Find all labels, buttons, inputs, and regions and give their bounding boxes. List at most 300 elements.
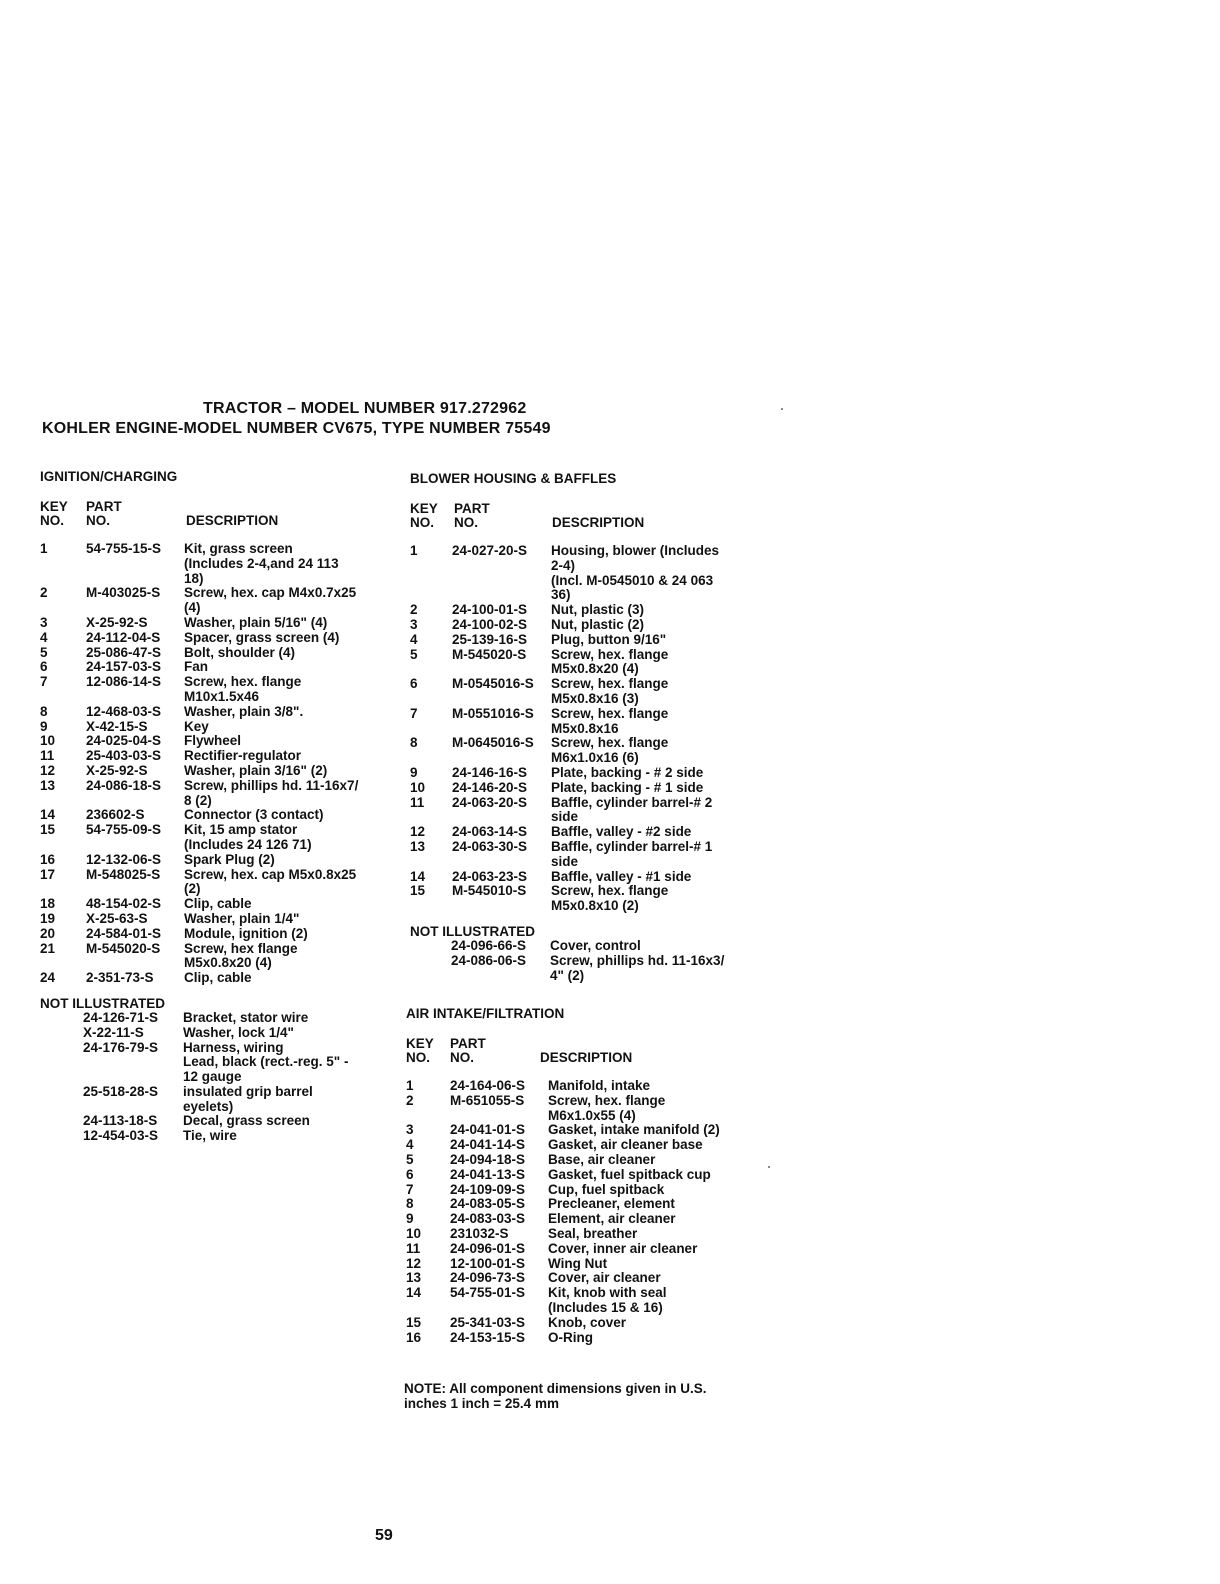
description-line: Screw, hex. flange — [551, 676, 669, 692]
description-line: 12 gauge — [183, 1069, 242, 1085]
dimension-note — [404, 1381, 707, 1411]
key-number — [40, 1114, 83, 1129]
part-description — [184, 646, 295, 661]
description-line: Cover, control — [550, 937, 641, 953]
part-number: 24-100-01-S — [452, 602, 528, 618]
part-description — [551, 618, 644, 633]
parts-row — [406, 1094, 766, 1124]
description-line: Screw, hex. flange — [551, 646, 669, 662]
part-number: M-0645016-S — [452, 735, 534, 751]
part-number: 24-083-05-S — [450, 1196, 526, 1212]
description-line: M5x0.8x20 (4) — [551, 661, 639, 677]
not-illustrated-title: NOT ILLUSTRATED — [40, 995, 165, 1011]
description-line: Lead, black (rect.-reg. 5" - — [183, 1054, 349, 1070]
part-description — [183, 1041, 348, 1085]
key-number: 5 — [406, 1151, 414, 1167]
parts-row — [406, 1257, 766, 1272]
part-description — [184, 616, 327, 631]
part-description — [551, 707, 668, 737]
parts-row — [40, 823, 400, 853]
description-line: Bracket, stator wire — [183, 1009, 309, 1025]
description-line: Base, air cleaner — [548, 1151, 656, 1167]
description-line: Key — [184, 718, 209, 734]
part-description — [183, 1129, 237, 1144]
key-number: 15 — [406, 1314, 422, 1330]
parts-row — [406, 1153, 766, 1168]
parts-row — [40, 1041, 400, 1085]
part-description — [183, 1085, 313, 1115]
part-description — [548, 1271, 661, 1286]
part-description — [184, 542, 339, 586]
parts-row — [406, 1168, 766, 1183]
description-line: Baffle, cylinder barrel-# 2 — [551, 794, 713, 810]
part-number: 25-518-28-S — [83, 1083, 159, 1099]
key-number: 16 — [406, 1329, 422, 1345]
description-header: DESCRIPTION — [552, 515, 645, 530]
part-number: 24-041-01-S — [450, 1122, 526, 1138]
parts-row — [406, 1183, 766, 1198]
description-line: Gasket, intake manifold (2) — [548, 1122, 720, 1138]
part-header: PART — [450, 1036, 486, 1051]
key-number: 6 — [40, 659, 48, 675]
key-number — [40, 1129, 83, 1144]
scan-speck — [781, 408, 783, 410]
description-line: Kit, 15 amp stator — [184, 822, 298, 838]
description-line: Precleaner, element — [548, 1196, 675, 1212]
parts-row — [410, 825, 770, 840]
key-number: 10 — [40, 733, 56, 749]
parts-row — [410, 677, 770, 707]
key-number: 21 — [40, 940, 56, 956]
description-line: M5x0.8x16 — [551, 720, 619, 736]
part-number: 24-146-20-S — [452, 779, 528, 795]
key-number: 4 — [40, 629, 48, 645]
description-line: 36) — [551, 587, 571, 603]
parts-row — [410, 648, 770, 678]
part-description — [184, 927, 308, 942]
parts-row — [40, 705, 400, 720]
parts-row — [410, 939, 770, 954]
parts-row — [410, 618, 770, 633]
description-line: eyelets) — [183, 1098, 234, 1114]
key-header: KEY — [410, 501, 438, 516]
parts-row — [40, 542, 400, 586]
section-title: AIR INTAKE/FILTRATION — [406, 1006, 565, 1021]
part-number: 24-157-03-S — [86, 659, 162, 675]
description-line: Flywheel — [184, 733, 242, 749]
description-line: Baffle, valley - #2 side — [551, 824, 692, 840]
parts-row — [40, 912, 400, 927]
parts-row — [40, 868, 400, 898]
key-number: 5 — [40, 644, 48, 660]
column-header — [406, 1037, 766, 1065]
part-number: 24-584-01-S — [86, 925, 162, 941]
part-description — [551, 544, 719, 603]
part-number: 24-096-73-S — [450, 1270, 526, 1286]
key-number: 12 — [410, 824, 426, 840]
description-line: Fan — [184, 659, 209, 675]
part-description — [548, 1153, 655, 1168]
description-line: Nut, plastic (3) — [551, 602, 645, 618]
part-number: 24-100-02-S — [452, 616, 528, 632]
parts-row — [406, 1197, 766, 1212]
part-description — [548, 1227, 637, 1242]
key-number: 13 — [406, 1270, 422, 1286]
key-number: 8 — [40, 703, 48, 719]
description-header: DESCRIPTION — [540, 1050, 633, 1065]
description-line: insulated grip barrel — [183, 1083, 313, 1099]
description-line: Gasket, air cleaner base — [548, 1137, 703, 1153]
description-header: DESCRIPTION — [186, 513, 279, 528]
part-number: X-25-92-S — [86, 614, 148, 630]
key-number: 3 — [40, 614, 48, 630]
description-line: Screw, phillips hd. 11-16x3/ — [550, 952, 725, 968]
air-intake-section — [406, 1006, 766, 1345]
parts-row — [40, 734, 400, 749]
part-description — [548, 1138, 703, 1153]
section-title: BLOWER HOUSING & BAFFLES — [410, 471, 617, 486]
parts-row — [40, 720, 400, 735]
parts-row — [410, 781, 770, 796]
part-number: 25-403-03-S — [86, 748, 162, 764]
key-number: 9 — [406, 1211, 414, 1227]
description-line: Nut, plastic (2) — [551, 616, 645, 632]
part-description — [551, 677, 668, 707]
parts-list — [406, 1079, 766, 1345]
key-number: 3 — [406, 1122, 414, 1138]
description-line: Clip, cable — [184, 970, 252, 986]
description-line: (Includes 24 126 71) — [184, 836, 312, 852]
description-line: Spacer, grass screen (4) — [184, 629, 340, 645]
part-description — [548, 1316, 626, 1331]
description-line: M5x0.8x16 (3) — [551, 690, 639, 706]
part-description — [551, 633, 666, 648]
part-description — [184, 853, 275, 868]
description-line: M10x1.5x46 — [184, 688, 260, 704]
description-line: Screw, hex. flange — [548, 1092, 666, 1108]
parts-row — [406, 1212, 766, 1227]
key-number: 8 — [410, 735, 418, 751]
parts-row — [410, 766, 770, 781]
part-number: 12-468-03-S — [86, 703, 162, 719]
key-number — [410, 939, 451, 954]
part-description — [551, 825, 691, 840]
description-line: Cup, fuel spitback — [548, 1181, 665, 1197]
description-line: Baffle, valley - #1 side — [551, 868, 692, 884]
part-description — [548, 1123, 720, 1138]
part-description — [548, 1331, 593, 1346]
key-number: 3 — [410, 616, 418, 632]
part-number: 231032-S — [450, 1225, 509, 1241]
part-description — [548, 1242, 697, 1257]
part-description — [548, 1257, 607, 1272]
part-number: 24-086-06-S — [451, 952, 527, 968]
part-description — [548, 1168, 711, 1183]
part-description — [184, 749, 301, 764]
part-description — [183, 1114, 310, 1129]
key-number: 4 — [406, 1137, 414, 1153]
key-header-no: NO. — [40, 513, 65, 528]
part-number: M-548025-S — [86, 866, 161, 882]
key-number: 9 — [40, 718, 48, 734]
key-number: 7 — [40, 674, 48, 690]
parts-row — [40, 660, 400, 675]
parts-row — [40, 1011, 400, 1026]
part-description — [550, 939, 641, 954]
description-line: side — [551, 853, 579, 869]
description-line: Screw, hex. cap M5x0.8x25 — [184, 866, 357, 882]
description-line: Screw, hex. flange — [184, 674, 302, 690]
description-line: Manifold, intake — [548, 1078, 651, 1093]
key-header-no: NO. — [406, 1050, 431, 1065]
description-line: 8 (2) — [184, 792, 212, 808]
key-number: 1 — [406, 1078, 414, 1093]
part-description — [551, 781, 703, 796]
parts-row — [40, 586, 400, 616]
description-line: Seal, breather — [548, 1225, 638, 1241]
part-description — [184, 631, 339, 646]
description-line: Kit, knob with seal — [548, 1285, 667, 1301]
part-description — [548, 1286, 667, 1316]
description-line: Washer, plain 3/16" (2) — [184, 762, 328, 778]
key-number: 24 — [40, 970, 56, 986]
part-number: M-545010-S — [452, 883, 527, 899]
key-number — [40, 1041, 83, 1085]
description-line: 2-4) — [551, 557, 576, 573]
part-description — [184, 808, 324, 823]
parts-row — [406, 1123, 766, 1138]
key-header: KEY — [406, 1036, 434, 1051]
key-number: 11 — [406, 1240, 421, 1256]
description-line: Screw, hex. flange — [551, 705, 669, 721]
part-header-no: NO. — [454, 515, 479, 530]
part-number: 24-164-06-S — [450, 1078, 526, 1093]
description-line: Screw, hex. cap M4x0.7x25 — [184, 585, 357, 601]
description-line: Module, ignition (2) — [184, 925, 308, 941]
part-description — [184, 912, 299, 927]
part-number: 24-146-16-S — [452, 764, 528, 780]
description-line: Screw, phillips hd. 11-16x7/ — [184, 777, 359, 793]
part-number: 12-132-06-S — [86, 851, 162, 867]
not-illustrated-title: NOT ILLUSTRATED — [410, 923, 535, 939]
parts-row — [40, 675, 400, 705]
part-number: 25-139-16-S — [452, 631, 528, 647]
description-line: (4) — [184, 600, 201, 616]
parts-list — [40, 542, 400, 986]
parts-row — [40, 971, 400, 986]
parts-row — [40, 942, 400, 972]
part-number: 24-094-18-S — [450, 1151, 526, 1167]
description-line: Plate, backing - # 1 side — [551, 779, 704, 795]
parts-row — [410, 884, 770, 914]
parts-row — [406, 1079, 766, 1094]
parts-row — [40, 616, 400, 631]
part-description — [551, 840, 712, 870]
part-description — [184, 779, 358, 809]
key-header-no: NO. — [410, 515, 435, 530]
parts-row — [40, 897, 400, 912]
description-line: Clip, cable — [184, 896, 252, 912]
parts-row — [410, 870, 770, 885]
page-title: TRACTOR – MODEL NUMBER 917.272962 — [203, 400, 527, 417]
part-number: M-545020-S — [86, 940, 161, 956]
part-number: X-22-11-S — [83, 1024, 144, 1040]
key-number: 7 — [410, 705, 418, 721]
key-number: 2 — [40, 585, 48, 601]
description-line: Baffle, cylinder barrel-# 1 — [551, 838, 713, 854]
description-line: Kit, grass screen — [184, 541, 293, 556]
part-description — [550, 954, 724, 984]
part-number: 25-086-47-S — [86, 644, 162, 660]
key-number — [40, 1026, 83, 1041]
key-number: 20 — [40, 925, 56, 941]
parts-row — [40, 646, 400, 661]
parts-row — [410, 736, 770, 766]
parts-row — [40, 1114, 400, 1129]
key-number: 5 — [410, 646, 418, 662]
part-number: 48-154-02-S — [86, 896, 162, 912]
part-number: 24-153-15-S — [450, 1329, 526, 1345]
part-description — [184, 720, 209, 735]
part-description — [551, 766, 703, 781]
description-line: Screw, hex. flange — [551, 883, 669, 899]
part-description — [548, 1197, 675, 1212]
description-line: side — [551, 809, 579, 825]
description-line: Harness, wiring — [183, 1039, 284, 1055]
description-line: Element, air cleaner — [548, 1211, 676, 1227]
part-description — [551, 736, 668, 766]
scan-speck — [768, 1166, 770, 1168]
description-line: M6x1.0x55 (4) — [548, 1107, 636, 1123]
ignition-charging-section — [40, 469, 400, 1144]
part-number: 24-063-14-S — [452, 824, 528, 840]
section-title: IGNITION/CHARGING — [40, 469, 178, 484]
part-number: 24-063-23-S — [452, 868, 528, 884]
key-number: 7 — [406, 1181, 414, 1197]
part-number: 236602-S — [86, 807, 145, 823]
key-number: 11 — [40, 748, 55, 764]
parts-row — [410, 603, 770, 618]
description-line: (Incl. M-0545010 & 24 063 — [551, 572, 714, 588]
description-line: (Includes 2-4,and 24 113 — [184, 555, 339, 571]
part-number: 12-086-14-S — [86, 674, 162, 690]
description-line: Plate, backing - # 2 side — [551, 764, 704, 780]
part-number: 54-755-15-S — [86, 541, 162, 556]
key-number: 10 — [406, 1225, 422, 1241]
part-number: M-545020-S — [452, 646, 527, 662]
key-number — [40, 1011, 83, 1026]
part-number: 54-755-09-S — [86, 822, 162, 838]
description-line: Wing Nut — [548, 1255, 608, 1271]
part-description — [184, 705, 303, 720]
key-number: 10 — [410, 779, 426, 795]
description-line: Screw, hex. flange — [551, 735, 669, 751]
part-header-no: NO. — [450, 1050, 475, 1065]
part-description — [184, 660, 208, 675]
key-number: 9 — [410, 764, 418, 780]
description-line: Housing, blower (Includes — [551, 543, 720, 558]
part-number: 12-454-03-S — [83, 1128, 159, 1144]
parts-row — [410, 544, 770, 603]
part-number: 24-113-18-S — [83, 1113, 158, 1129]
column-header — [410, 502, 770, 530]
key-number: 2 — [406, 1092, 414, 1108]
part-header: PART — [454, 501, 490, 516]
part-number: M-403025-S — [86, 585, 161, 601]
part-description — [184, 868, 356, 898]
part-number: M-0551016-S — [452, 705, 534, 721]
part-number: X-25-92-S — [86, 762, 148, 778]
part-description — [551, 796, 712, 826]
description-line: (2) — [184, 881, 201, 897]
parts-row — [40, 764, 400, 779]
key-number: 11 — [410, 794, 425, 810]
not-illustrated-list — [410, 939, 770, 983]
parts-row — [40, 1129, 400, 1144]
note-label: NOTE: — [404, 1381, 446, 1396]
part-number: X-42-15-S — [86, 718, 148, 734]
part-number: 24-112-04-S — [86, 629, 161, 645]
description-line: M5x0.8x20 (4) — [184, 955, 272, 971]
parts-row — [40, 853, 400, 868]
description-line: Decal, grass screen — [183, 1113, 310, 1129]
key-number: 6 — [406, 1166, 414, 1182]
part-description — [184, 586, 356, 616]
part-number: 24-041-13-S — [450, 1166, 526, 1182]
column-header — [40, 500, 400, 528]
key-number: 8 — [406, 1196, 414, 1212]
key-number: 17 — [40, 866, 56, 882]
key-number: 13 — [40, 777, 56, 793]
part-description — [184, 764, 327, 779]
part-description — [183, 1011, 308, 1026]
description-line: Washer, plain 1/4" — [184, 910, 300, 926]
key-number: 15 — [40, 822, 56, 838]
page-number: 59 — [375, 1527, 393, 1544]
parts-row — [40, 631, 400, 646]
part-description — [551, 603, 644, 618]
part-description — [184, 971, 252, 986]
description-line: Cover, air cleaner — [548, 1270, 661, 1286]
part-number: 24-063-20-S — [452, 794, 528, 810]
part-description — [548, 1079, 650, 1094]
part-description — [184, 734, 241, 749]
parts-row — [406, 1242, 766, 1257]
parts-row — [410, 954, 770, 984]
note-line-1: All component dimensions given in U.S. — [449, 1381, 707, 1396]
parts-row — [406, 1331, 766, 1346]
key-number: 14 — [406, 1285, 422, 1301]
part-number: 24-086-18-S — [86, 777, 162, 793]
parts-row — [406, 1227, 766, 1242]
part-description — [184, 823, 312, 853]
key-number: 16 — [40, 851, 56, 867]
part-description — [184, 675, 301, 705]
description-line: Gasket, fuel spitback cup — [548, 1166, 711, 1182]
description-line: Tie, wire — [183, 1128, 237, 1144]
key-number: 1 — [410, 543, 418, 558]
part-number: M-651055-S — [450, 1092, 525, 1108]
note-line-2: inches 1 inch = 25.4 mm — [404, 1396, 559, 1411]
parts-row — [40, 749, 400, 764]
part-number: 24-027-20-S — [452, 543, 528, 558]
key-number: 12 — [40, 762, 56, 778]
description-line: Knob, cover — [548, 1314, 627, 1330]
key-number: 2 — [410, 602, 418, 618]
part-number: 24-176-79-S — [83, 1039, 159, 1055]
description-line: (Includes 15 & 16) — [548, 1299, 663, 1315]
part-number: 25-341-03-S — [450, 1314, 526, 1330]
